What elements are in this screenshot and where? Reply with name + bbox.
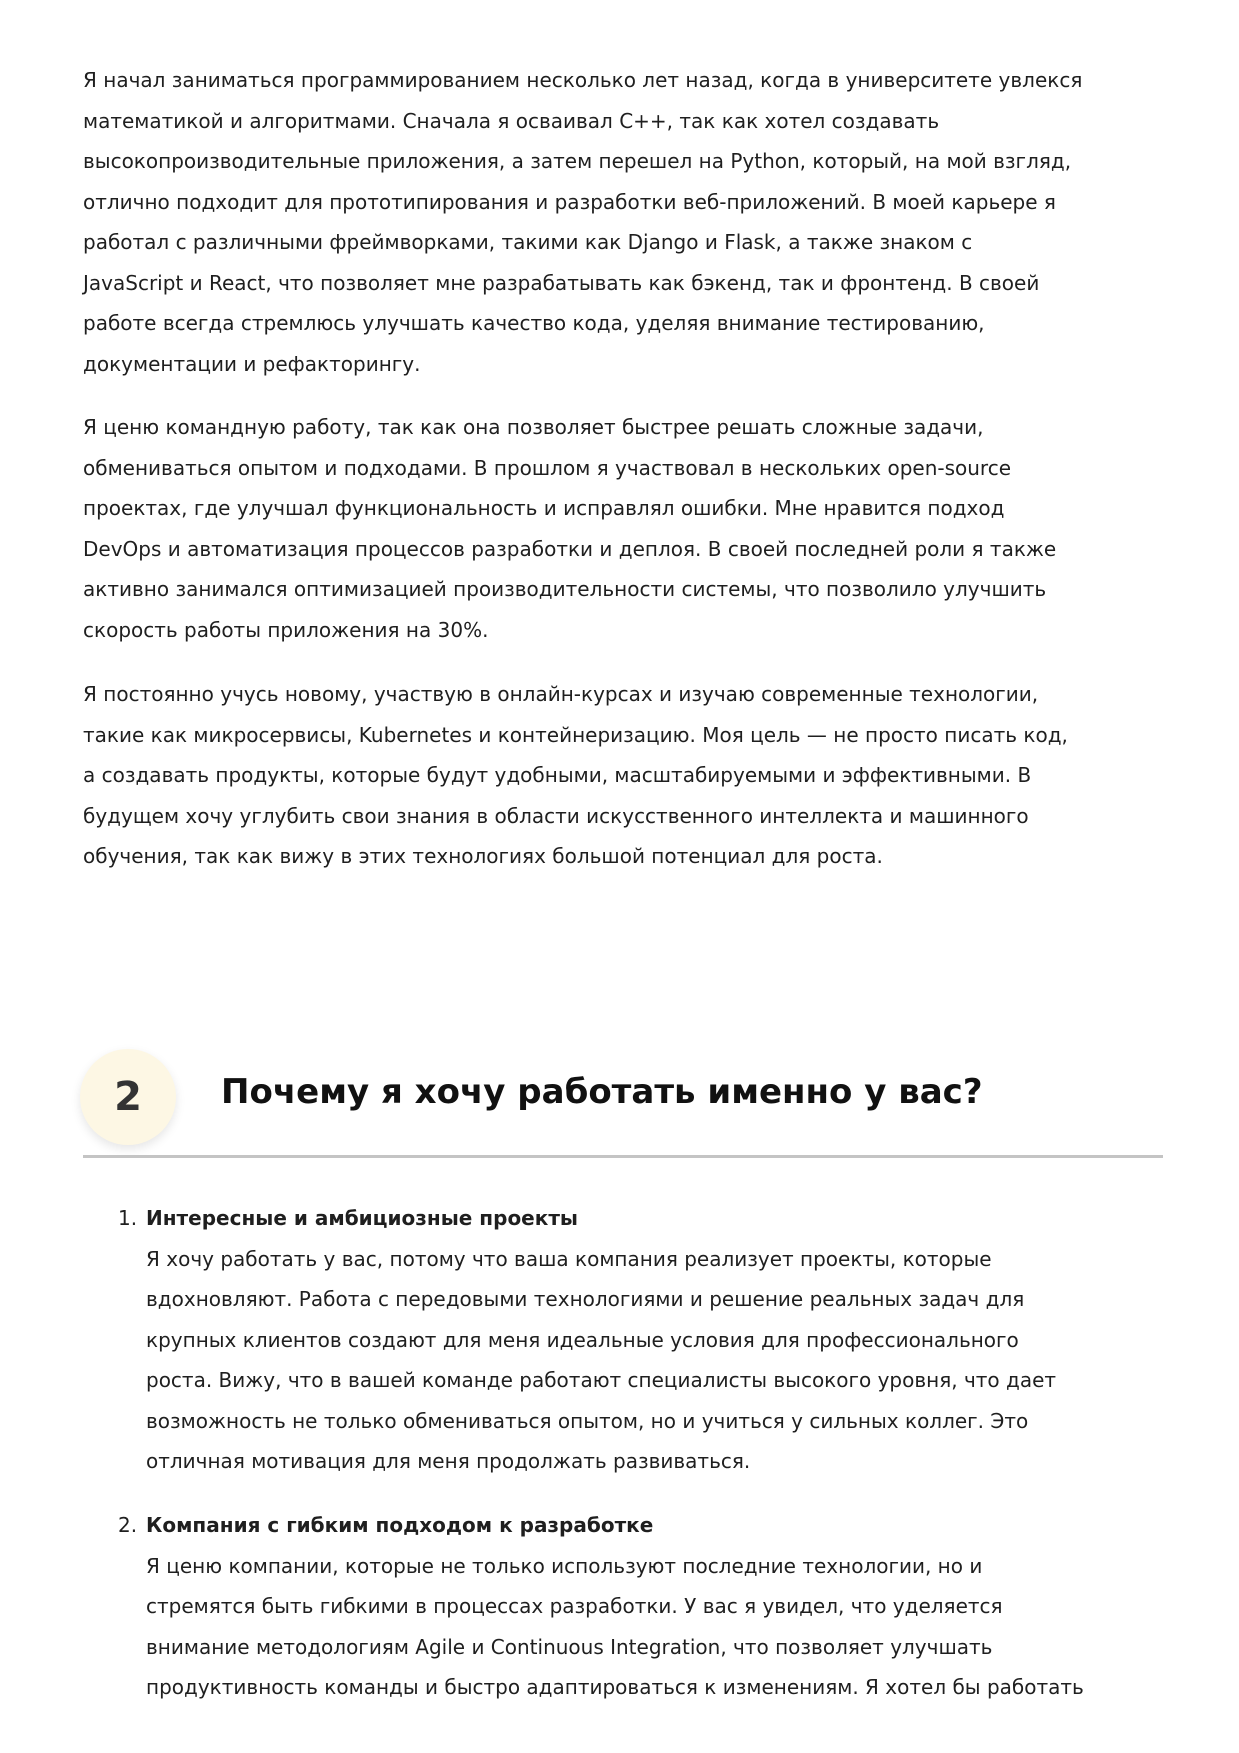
paragraph-experience bbox=[83, 60, 1183, 384]
text-line: обучения, так как вижу в этих технологиях большой потенциал для роста. bbox=[83, 844, 883, 868]
text-line: а создавать продукты, которые будут удобными, масштабируемыми и эффективными. В bbox=[83, 763, 1032, 787]
paragraph-learning bbox=[83, 674, 1183, 877]
list-item bbox=[118, 1198, 1178, 1482]
text-line: продуктивность команды и быстро адаптироваться к изменениям. Я хотел бы работать bbox=[146, 1675, 1084, 1699]
text-line: Я начал заниматься программированием несколько лет назад, когда в университете увлекся bbox=[83, 68, 1083, 92]
text-line: будущем хочу углубить свои знания в области искусственного интеллекта и машинного bbox=[83, 803, 1029, 828]
text-line: Я ценю компании, которые не только используют последние технологии, но и bbox=[146, 1553, 983, 1578]
paragraph-teamwork bbox=[83, 407, 1183, 650]
text-line: документации и рефакторингу. bbox=[83, 351, 421, 376]
section-heading: Почему я хочу работать именно у вас? bbox=[221, 1072, 983, 1112]
text-line: Я постоянно учусь новому, участвую в онлайн-курсах и изучаю современные технологии, bbox=[83, 682, 1039, 706]
text-line: стремятся быть гибкими в процессах разработки. У вас я увидел, что уделяется bbox=[146, 1594, 1003, 1618]
text-line: обмениваться опытом и подходами. В прошлом я участвовал в нескольких open-source bbox=[83, 455, 1012, 480]
text-line: математикой и алгоритмами. Сначала я осваивал C++, так как хотел создавать bbox=[83, 108, 940, 133]
list-item-number: 1. bbox=[118, 1206, 138, 1230]
text-line: работе всегда стремлюсь улучшать качество кода, уделяя внимание тестированию, bbox=[83, 311, 985, 335]
text-line: отлично подходит для прототипирования и разработки веб-приложений. В моей карьере я bbox=[83, 189, 1056, 214]
list-item-number: 2. bbox=[118, 1513, 138, 1537]
section-number-badge: 2 bbox=[80, 1049, 176, 1145]
text-line: высокопроизводительные приложения, а затем перешел на Python, который, на мой взгляд, bbox=[83, 149, 1072, 173]
section-divider bbox=[83, 1155, 1163, 1158]
text-line: вдохновляют. Работа с передовыми технологиями и решение реальных задач для bbox=[146, 1287, 1025, 1311]
text-line: Я хочу работать у вас, потому что ваша компания реализует проекты, которые bbox=[146, 1246, 992, 1271]
list-item-title: Интересные и амбициозные проекты bbox=[146, 1206, 579, 1230]
text-line: JavaScript и React, что позволяет мне разрабатывать как бэкенд, так и фронтенд. В своей bbox=[83, 270, 1040, 295]
text-line: крупных клиентов создают для меня идеальные условия для профессионального bbox=[146, 1327, 1019, 1352]
text-line: такие как микросервисы, Kubernetes и контейнеризацию. Моя цель — не просто писать код, bbox=[83, 722, 1068, 747]
text-line: скорость работы приложения на 30%. bbox=[83, 617, 489, 642]
text-line: внимание методологиям Agile и Continuous Integration, что позволяет улучшать bbox=[146, 1634, 993, 1659]
text-line: проектах, где улучшал функциональность и исправлял ошибки. Мне нравится подход bbox=[83, 496, 1005, 520]
text-line: Я ценю командную работу, так как она позволяет быстрее решать сложные задачи, bbox=[83, 415, 984, 439]
text-line: DevOps и автоматизация процессов разработки и деплоя. В своей последней роли я также bbox=[83, 536, 1057, 561]
text-line: отличная мотивация для меня продолжать развиваться. bbox=[146, 1449, 751, 1473]
text-line: роста. Вижу, что в вашей команде работают специалисты высокого уровня, что дает bbox=[146, 1368, 1057, 1392]
text-line: работал с различными фреймворками, такими как Django и Flask, а также знаком с bbox=[83, 230, 973, 254]
text-line: возможность не только обмениваться опытом, но и учиться у сильных коллег. Это bbox=[146, 1408, 1029, 1433]
list-item bbox=[118, 1505, 1178, 1708]
list-item-title: Компания с гибким подходом к разработке bbox=[146, 1513, 654, 1537]
text-line: активно занимался оптимизацией производительности системы, что позволило улучшить bbox=[83, 577, 1047, 601]
